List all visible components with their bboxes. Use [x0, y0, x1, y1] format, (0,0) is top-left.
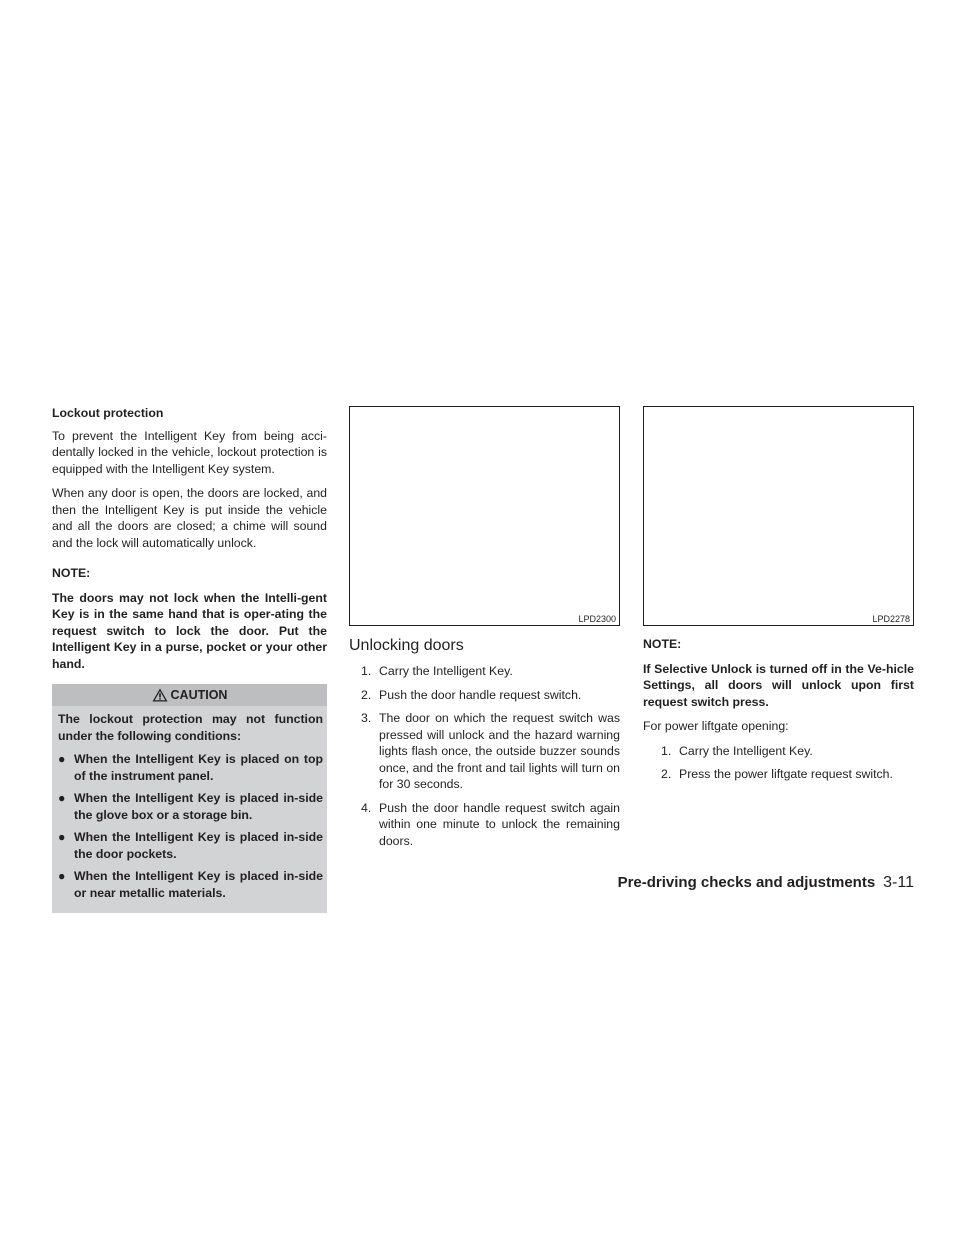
- caution-item: ● When the Intelligent Key is placed in-side or near metallic materials.: [58, 869, 323, 900]
- left-column: [52, 405, 327, 913]
- caution-box: [52, 684, 327, 913]
- liftgate-steps: [643, 743, 914, 783]
- figure-code: LPD2278: [872, 614, 910, 624]
- list-item: 3. The door on which the request switch was pressed will unlock and the hazard warning lights flash once, the outside buzzer sounds once, and the front and tail lights will turn on for 30 seconds.: [361, 711, 620, 791]
- caution-header: [52, 684, 327, 706]
- lockout-para-2: When any door is open, the doors are locked, and then the Intelligent Key is put inside the vehicle and all the doors are closed; a chime will sound and the lock will automatically unlock.: [52, 486, 327, 550]
- page-footer: [618, 874, 914, 892]
- footer-section-title: Pre-driving checks and adjustments: [617, 874, 876, 891]
- bullet-icon: ●: [58, 752, 66, 766]
- caution-title: CAUTION: [170, 688, 228, 702]
- figure-lpd2300: [349, 406, 620, 626]
- lockout-para-1: To prevent the Intelligent Key from being acci-dentally locked in the vehicle, lockout protection is equipped with the Intelligent Key system.: [52, 428, 327, 476]
- liftgate-intro: For power liftgate opening:: [643, 719, 789, 733]
- middle-column: [349, 406, 620, 856]
- unlocking-steps: [349, 663, 620, 849]
- note-label: NOTE:: [52, 566, 91, 580]
- note-label: NOTE:: [643, 637, 682, 651]
- caution-item: ● When the Intelligent Key is placed in-side the glove box or a storage bin.: [58, 791, 323, 822]
- caution-body: [52, 706, 327, 901]
- note-text: The doors may not lock when the Intelli-gent Key is in the same hand that is oper-ating the request switch to lock the door. Put the Intelligent Key in a purse, pocket or your other hand.: [52, 590, 327, 671]
- caution-list: [58, 751, 323, 901]
- unlocking-doors-heading: Unlocking doors: [349, 637, 464, 654]
- bullet-icon: ●: [58, 869, 66, 883]
- page-number: 3-11: [883, 874, 914, 891]
- caution-item: ● When the Intelligent Key is placed in-side the door pockets.: [58, 830, 323, 861]
- warning-triangle-icon: [152, 688, 168, 702]
- list-item: 1. Carry the Intelligent Key.: [661, 743, 813, 758]
- list-item: 2. Press the power liftgate request switch.: [661, 767, 893, 781]
- lockout-protection-heading: Lockout protection: [52, 406, 164, 420]
- bullet-icon: ●: [58, 791, 66, 805]
- caution-item: ● When the Intelligent Key is placed on top of the instrument panel.: [58, 752, 323, 783]
- list-item: 4. Push the door handle request switch again within one minute to unlock the remaining doors.: [361, 800, 620, 848]
- figure-lpd2278: [643, 406, 914, 626]
- bullet-icon: ●: [58, 830, 66, 844]
- figure-code: LPD2300: [578, 614, 616, 624]
- list-item: 2. Push the door handle request switch.: [361, 687, 582, 702]
- caution-intro: The lockout protection may not function under the following conditions:: [58, 712, 323, 743]
- right-column: [643, 406, 914, 790]
- list-item: 1. Carry the Intelligent Key.: [361, 664, 513, 678]
- selective-unlock-note: If Selective Unlock is turned off in the Ve-hicle Settings, all doors will unlock upon first request switch press.: [643, 661, 914, 709]
